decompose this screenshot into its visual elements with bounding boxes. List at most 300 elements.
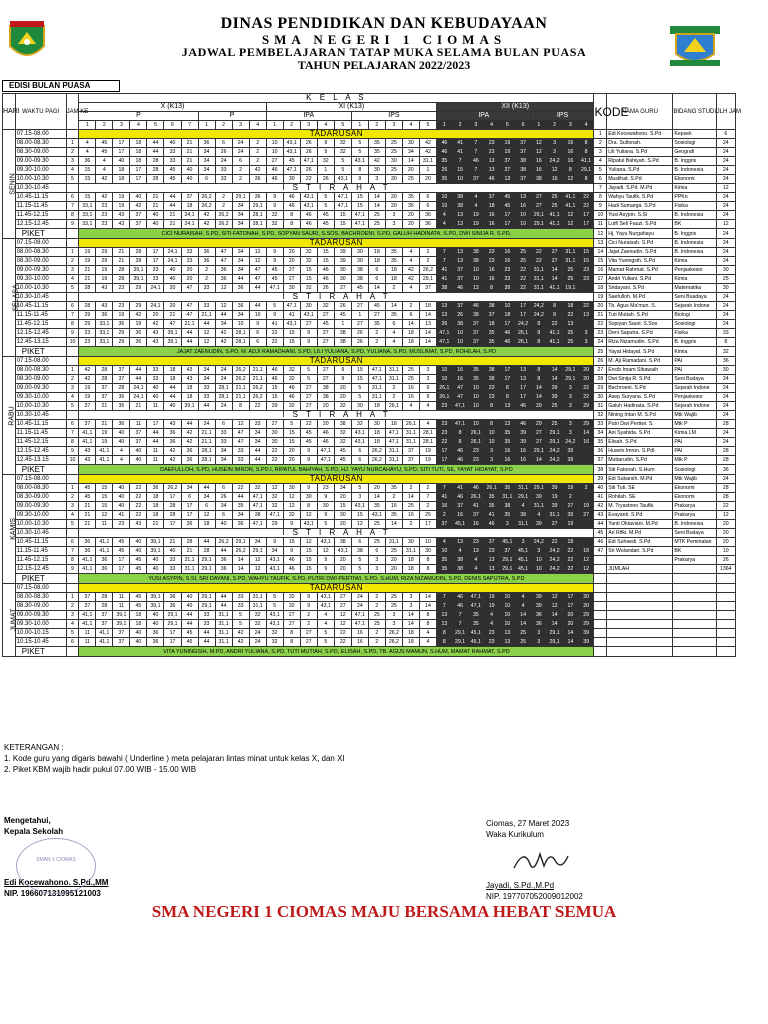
teacher-code-cell: 46 (436, 139, 452, 148)
teacher-code-cell: 4 (402, 284, 419, 293)
teacher-code: 11 (594, 220, 607, 229)
teacher-code-cell: 24,2 (547, 456, 563, 465)
teacher-hours: 24 (716, 429, 735, 438)
teacher-code-cell: 41,1 (96, 638, 113, 647)
period-number: 9 (66, 220, 79, 229)
teacher-code-cell: 10 (452, 329, 468, 338)
teacher-code-cell: 28 (147, 157, 164, 166)
teacher-code-cell: 20 (385, 202, 402, 211)
break-band: I S T I R A H A T (79, 529, 594, 538)
teacher-code-cell: 31,1 (402, 429, 419, 438)
teacher-code-cell: 27 (531, 193, 547, 202)
teacher-code-cell: 21,1 (249, 366, 266, 375)
teacher-code-cell: 38 (351, 547, 368, 556)
teacher-name: Evayanti. S.Pd (607, 511, 673, 520)
teacher-code-cell: 44 (249, 447, 266, 456)
teacher-code-cell: 25 (419, 511, 436, 520)
teacher-code-cell: 27 (334, 593, 351, 602)
teacher-subject: PAI (673, 438, 716, 447)
class-number: 4 (317, 121, 334, 130)
teacher-name: Elisah. S.Pd (607, 438, 673, 447)
teacher-code-cell: 33,1 (79, 211, 96, 220)
period-number (66, 293, 79, 302)
teacher-code-cell: 33 (232, 602, 249, 611)
teacher-code-cell: 18 (113, 175, 130, 184)
period-number (66, 584, 79, 593)
teacher-code-cell: 5 (351, 148, 368, 157)
teacher-code-cell: 16 (452, 511, 468, 520)
notes-item-1: 1. Kode guru yang digaris bawahi ( Underline ) meta pelajaran lintas minat untuk kelas X, dan XI (4, 754, 345, 763)
time-slot: 10.30-10.45 (15, 293, 66, 302)
teacher-code-cell: 47,1 (249, 502, 266, 511)
teacher-code-cell: 31,1 (215, 629, 232, 638)
teacher-code-cell: 33,1 (96, 338, 113, 347)
teacher-code-cell: 4 (436, 220, 452, 229)
teacher-code-cell: 41,1 (547, 220, 563, 229)
teacher-name: Saefulloh. M.Pd (607, 293, 673, 302)
teacher-code-cell: 39 (515, 429, 531, 438)
teacher-code-cell: 14 (232, 556, 249, 565)
teacher-code-cell: 42 (215, 329, 232, 338)
teacher-code-cell: 14 (531, 456, 547, 465)
teacher-code-cell: 13 (499, 629, 515, 638)
teacher-name: Tb. Agus Ma'mun. S. (607, 302, 673, 311)
teacher-code-cell (578, 320, 594, 329)
tadarusan-band: TADARUSAN (79, 130, 594, 139)
teacher-code-cell: 45 (164, 166, 181, 175)
teacher-code-cell: 40 (130, 538, 147, 547)
teacher-code-cell: 39,1 (113, 611, 130, 620)
teacher-subject: Seni Buadaya (673, 293, 716, 302)
teacher-code-cell: 14 (547, 375, 563, 384)
header-xii-ips: IPS (531, 112, 594, 121)
teacher-code-cell: 43 (181, 366, 198, 375)
teacher-code-cell: 29 (96, 257, 113, 266)
teacher-code-cell: 40 (147, 556, 164, 565)
teacher-code-cell: 33,1 (96, 329, 113, 338)
teacher-name: Edi Kocewahono. S.Pd (607, 130, 673, 139)
teacher-code-cell: 12 (198, 329, 215, 338)
teacher-code-cell: 13 (468, 284, 484, 293)
teacher-name: Ari Rifki. M.Pd (607, 529, 673, 538)
teacher-code-cell: 8 (547, 302, 563, 311)
teacher-code-cell: 41,1 (562, 202, 578, 211)
teacher-code-cell: 21,1 (198, 429, 215, 438)
teacher-code-cell: 30 (419, 547, 436, 556)
teacher-code-cell: 47,1 (436, 338, 452, 347)
time-slot: 12.45-13.15 (15, 456, 66, 465)
teacher-code-cell: 27 (266, 157, 283, 166)
teacher-code-cell: 26,2 (232, 547, 249, 556)
teacher-code-cell: 14 (547, 611, 563, 620)
teacher-code-cell: 45,1 (468, 638, 484, 647)
teacher-code-cell: 29,1 (531, 211, 547, 220)
teacher-code-cell: 20 (283, 456, 300, 465)
teacher-code-cell: 2 (249, 157, 266, 166)
teacher-code-cell: 30 (283, 284, 300, 293)
teacher-code-cell: 32 (266, 502, 283, 511)
teacher-subject: Kimia (673, 184, 716, 193)
teacher-code-cell: 20 (334, 565, 351, 574)
teacher-code-cell: 35 (436, 556, 452, 565)
teacher-code-cell: 30 (317, 502, 334, 511)
class-number: 1 (436, 121, 452, 130)
teacher-code-cell: 33 (181, 257, 198, 266)
teacher-code-cell: 26 (215, 493, 232, 502)
teacher-code-cell: 37 (499, 547, 515, 556)
teacher-code-cell: 23 (484, 248, 500, 257)
teacher-code-cell: 19 (562, 484, 578, 493)
teacher-code-cell: 43 (79, 447, 96, 456)
teacher-code-cell: 36 (181, 456, 198, 465)
header-school-name: SMA NEGERI 1 CIOMAS (261, 31, 507, 47)
teacher-subject: B. Indonesia (673, 239, 716, 248)
teacher-code-cell: 7 (436, 484, 452, 493)
teacher-code-cell: 5 (317, 638, 334, 647)
teacher-hours: 36 (716, 357, 735, 366)
teacher-code-cell: 35 (232, 502, 249, 511)
teacher-code-cell: 16 (436, 502, 452, 511)
tadarusan-band: TADARUSAN (79, 584, 594, 593)
teacher-code-cell: 12 (562, 211, 578, 220)
teacher-code-cell: 44 (147, 139, 164, 148)
time-slot: 10.45-11.15 (15, 302, 66, 311)
teacher-code-cell: 36 (164, 593, 181, 602)
teacher-code-cell: 20 (334, 520, 351, 529)
teacher-code-cell: 38 (317, 393, 334, 402)
teacher-code-cell: 17 (113, 565, 130, 574)
teacher-code-cell: 37 (96, 384, 113, 393)
teacher-code: 9 (594, 202, 607, 211)
period-number: 3 (66, 157, 79, 166)
teacher-code-cell: 26,2 (368, 447, 385, 456)
teacher-code-cell: 10 (468, 266, 484, 275)
class-number: 4 (578, 121, 594, 130)
teacher-code-cell: 9 (266, 257, 283, 266)
teacher-code-cell: 23 (113, 520, 130, 529)
teacher-code-cell: 31,1 (531, 266, 547, 275)
empty-cell (716, 647, 735, 657)
teacher-code-cell: 27 (300, 638, 317, 647)
header-bidang-studi: BIDANG STUDI (673, 94, 716, 130)
teacher-name: Vita Yuningsih. S.Pd (607, 257, 673, 266)
teacher-code-cell: 20 (419, 175, 436, 184)
teacher-code-cell: 37 (484, 193, 500, 202)
tadarusan-band: TADARUSAN (79, 239, 594, 248)
teacher-code-cell: 35 (368, 139, 385, 148)
teacher-code: 38 (594, 465, 607, 475)
teacher-code-cell: 47 (452, 393, 468, 402)
teacher-code-cell: 21 (96, 420, 113, 429)
teacher-name: Deni Saputra. S.Pd (607, 329, 673, 338)
teacher-code-cell: 46 (452, 456, 468, 465)
teacher-code: 26 (594, 357, 607, 366)
teacher-code-cell: 2 (385, 384, 402, 393)
teacher-code-cell: 15 (317, 248, 334, 257)
teacher-name (607, 556, 673, 565)
period-number (66, 475, 79, 484)
teacher-code-cell: 34 (266, 547, 283, 556)
period-number: 2 (66, 493, 79, 502)
teacher-code-cell: 4 (419, 420, 436, 429)
teacher-code-cell: 22 (578, 393, 594, 402)
teacher-code-cell: 43,1 (300, 311, 317, 320)
teacher-code: 14 (594, 248, 607, 257)
teacher-code-cell: 29,1 (499, 556, 515, 565)
teacher-code-cell: 13 (562, 320, 578, 329)
teacher-code-cell: 6 (368, 275, 385, 284)
teacher-code-cell: 12 (334, 620, 351, 629)
teacher-code-cell: 4 (515, 593, 531, 602)
teacher-code-cell: 4 (419, 638, 436, 647)
teacher-code-cell: 44 (198, 538, 215, 547)
teacher-code-cell: 40 (147, 393, 164, 402)
teacher-code-cell: 45 (300, 429, 317, 438)
teacher-code-cell: 44 (215, 602, 232, 611)
teacher-code-cell: 5 (317, 520, 334, 529)
teacher-code-cell: 23 (96, 220, 113, 229)
teacher-code-cell: 16 (578, 438, 594, 447)
teacher-code-cell: 15 (317, 257, 334, 266)
teacher-code-cell: 4 (402, 257, 419, 266)
teacher-code: 25 (594, 347, 607, 357)
teacher-code-cell: 40 (181, 175, 198, 184)
teacher-code-cell: 22 (578, 384, 594, 393)
teacher-code-cell: 47,1 (266, 284, 283, 293)
teacher-code-cell: 28,1 (198, 447, 215, 456)
teacher-code-cell: 35 (468, 366, 484, 375)
teacher-code-cell: 44 (181, 611, 198, 620)
teacher-code-cell: 19 (113, 311, 130, 320)
teacher-code: 20 (594, 302, 607, 311)
teacher-code-cell: 44 (215, 311, 232, 320)
teacher-code-cell: 47,1 (283, 302, 300, 311)
teacher-hours: 28 (716, 493, 735, 502)
teacher-code-cell: 26 (351, 338, 368, 347)
teacher-code-cell: 14 (547, 366, 563, 375)
teacher-code-cell: 29 (578, 611, 594, 620)
time-slot: 08.30-09.00 (15, 602, 66, 611)
teacher-code-cell: 3 (368, 565, 385, 574)
teacher-code-cell: 27 (578, 511, 594, 520)
teacher-code-cell: 45,1 (515, 547, 531, 556)
teacher-code-cell: 7 (419, 493, 436, 502)
teacher-code-cell: 6 (351, 456, 368, 465)
teacher-code-cell: 39 (531, 493, 547, 502)
teacher-code: 15 (594, 257, 607, 266)
teacher-code-cell: 26,1 (484, 484, 500, 493)
teacher-subject: Kimia LM (673, 429, 716, 438)
teacher-code-cell: 44 (198, 484, 215, 493)
class-number: 3 (468, 121, 484, 130)
teacher-code-cell: 44 (130, 375, 147, 384)
empty-cell (673, 647, 716, 657)
teacher-code-cell: 18 (147, 493, 164, 502)
time-slot: 08.00-08.30 (15, 366, 66, 375)
teacher-code-cell: 9 (266, 538, 283, 547)
teacher-code-cell: 46 (283, 393, 300, 402)
teacher-code-cell: 45 (351, 284, 368, 293)
teacher-code-cell: 37 (468, 338, 484, 347)
teacher-code-cell: 25 (547, 420, 563, 429)
teacher-code-cell: 40 (113, 429, 130, 438)
teacher-code-cell: 27 (300, 402, 317, 411)
teacher-subject: B. Inggris (673, 229, 716, 239)
teacher-code-cell: 12 (249, 257, 266, 266)
teacher-code-cell: 17 (130, 175, 147, 184)
teacher-code-cell: 3 (419, 375, 436, 384)
teacher-code-cell: 30 (334, 511, 351, 520)
class-number: 3 (232, 121, 249, 130)
teacher-code-cell: 17 (499, 220, 515, 229)
teacher-hours: 12 (716, 220, 735, 229)
teacher-code: 5 (594, 166, 607, 175)
time-slot: 07.15-08.00 (15, 584, 66, 593)
teacher-code-cell: 39,1 (147, 593, 164, 602)
teacher-code-cell: 17 (181, 502, 198, 511)
teacher-code-cell: 18 (402, 329, 419, 338)
teacher-code-cell: 6 (215, 420, 232, 429)
teacher-code-cell: 11 (113, 593, 130, 602)
teacher-code-cell: 24 (232, 139, 249, 148)
teacher-name: Husein Imron. S.PdI (607, 447, 673, 456)
teacher-code-cell: 25 (515, 248, 531, 257)
teacher-code-cell: 18 (419, 302, 436, 311)
teacher-code-cell: 45 (283, 157, 300, 166)
period-number: 4 (66, 166, 79, 175)
teacher-code-cell: 18 (368, 257, 385, 266)
teacher-code-cell: 18 (368, 402, 385, 411)
teacher-code-cell: 17 (181, 511, 198, 520)
curriculum-title: Waka Kurikulum (486, 830, 544, 839)
teacher-code-cell: 32 (266, 629, 283, 638)
teacher-code-cell: 35 (402, 193, 419, 202)
teacher-code-cell: 22 (266, 456, 283, 465)
teacher-code-cell: 9 (283, 520, 300, 529)
teacher-code-cell: 36 (147, 638, 164, 647)
teacher-code-cell: 44 (215, 547, 232, 556)
teacher-hours: 32 (716, 347, 735, 357)
teacher-code: 22 (594, 320, 607, 329)
teacher-code-cell: 30 (334, 266, 351, 275)
teacher-code-cell: 2 (419, 484, 436, 493)
teacher-name: Cici Nuraisah. S.Pd (607, 239, 673, 248)
teacher-code-cell: 39 (334, 257, 351, 266)
teacher-code-cell: 9 (300, 602, 317, 611)
teacher-code-cell: 24,2 (547, 157, 563, 166)
teacher-code-cell: 2 (368, 338, 385, 347)
teacher-code-cell: 17 (578, 220, 594, 229)
teacher-code-cell: 10 (232, 320, 249, 329)
teacher-name: Andri Yuliani. S.Pd (607, 275, 673, 284)
empty-cell (716, 620, 735, 629)
teacher-hours: 24 (716, 193, 735, 202)
teacher-code-cell: 17 (147, 420, 164, 429)
teacher-code-cell: 34 (198, 375, 215, 384)
teacher-code-cell: 2 (215, 193, 232, 202)
teacher-code-cell: 43 (130, 520, 147, 529)
teacher-code-cell: 27 (351, 302, 368, 311)
teacher-code-cell: 42 (215, 338, 232, 347)
teacher-code-cell: 34 (232, 511, 249, 520)
teacher-code-cell: 45 (130, 556, 147, 565)
teacher-hours: 8 (716, 338, 735, 347)
teacher-code-cell: 44 (147, 148, 164, 157)
teacher-code-cell: 20 (181, 266, 198, 275)
teacher-code-cell: 31,1 (531, 502, 547, 511)
teacher-code-cell: 21 (113, 257, 130, 266)
time-slot: 10.30-10.45 (15, 184, 66, 193)
teacher-code-cell: 19 (484, 593, 500, 602)
teacher-code-cell: 24,2 (531, 311, 547, 320)
teacher-code-cell: 45 (368, 302, 385, 311)
header-nama-guru: NAMA GURU (607, 94, 673, 130)
teacher-code-cell: 20 (368, 484, 385, 493)
teacher-code-cell: 12 (578, 556, 594, 565)
teacher-hours: 24 (716, 139, 735, 148)
teacher-code-cell: 3 (385, 611, 402, 620)
teacher-code-cell: 38 (334, 338, 351, 347)
teacher-code-cell: 34 (232, 248, 249, 257)
teacher-code-cell: 35 (436, 175, 452, 184)
teacher-code-cell: 30 (385, 175, 402, 184)
teacher-code-cell: 25 (547, 402, 563, 411)
handwritten-signature-icon (510, 846, 570, 876)
teacher-subject: Prakarya (673, 556, 716, 565)
teacher-code-cell: 23 (113, 284, 130, 293)
teacher-code-cell: 42 (147, 320, 164, 329)
empty-cell (66, 465, 79, 475)
teacher-subject: Sosiologi (673, 465, 716, 475)
teacher-code-cell: 38 (351, 266, 368, 275)
teacher-code-cell: 28 (96, 366, 113, 375)
teacher-code-cell: 16 (351, 638, 368, 647)
teacher-code-cell: 38 (499, 502, 515, 511)
teacher-subject: Seni Budaya (673, 529, 716, 538)
teacher-code-cell: 43,1 (317, 538, 334, 547)
teacher-code-cell: 41,1 (96, 456, 113, 465)
teacher-code-cell: 35 (499, 484, 515, 493)
teacher-code-cell: 24,1 (181, 220, 198, 229)
teacher-code-cell: 45,1 (499, 538, 515, 547)
teacher-code-cell: 40 (130, 193, 147, 202)
teacher-code-cell: 1 (351, 311, 368, 320)
teacher-code-cell: 41 (484, 511, 500, 520)
teacher-code-cell: 34 (334, 484, 351, 493)
teacher-code-cell: 21 (79, 520, 96, 529)
teacher-code-cell: 36 (419, 220, 436, 229)
teacher-code-cell: 36 (164, 438, 181, 447)
teacher-code-cell: 47,1 (300, 157, 317, 166)
period-number: 4 (66, 620, 79, 629)
teacher-code-cell: 10 (452, 175, 468, 184)
teacher-code-cell: 21,1 (181, 320, 198, 329)
period-number: 3 (66, 384, 79, 393)
break-band: I S T I R A H A T (79, 184, 594, 193)
teacher-hours: 12 (716, 184, 735, 193)
teacher-code-cell: 18 (368, 429, 385, 438)
teacher-code: 44 (594, 520, 607, 529)
teacher-name: Muttarudin. S.Pd (607, 456, 673, 465)
header-xii-ipa: IPA (436, 112, 531, 121)
teacher-code-cell: 43 (181, 375, 198, 384)
teacher-code-cell: 27 (283, 266, 300, 275)
teacher-code-cell: 2 (419, 248, 436, 257)
teacher-code-cell: 42 (130, 311, 147, 320)
time-slot: 10.30-10.45 (15, 411, 66, 420)
teacher-code-cell: 47 (181, 302, 198, 311)
teacher-code-cell (578, 456, 594, 465)
